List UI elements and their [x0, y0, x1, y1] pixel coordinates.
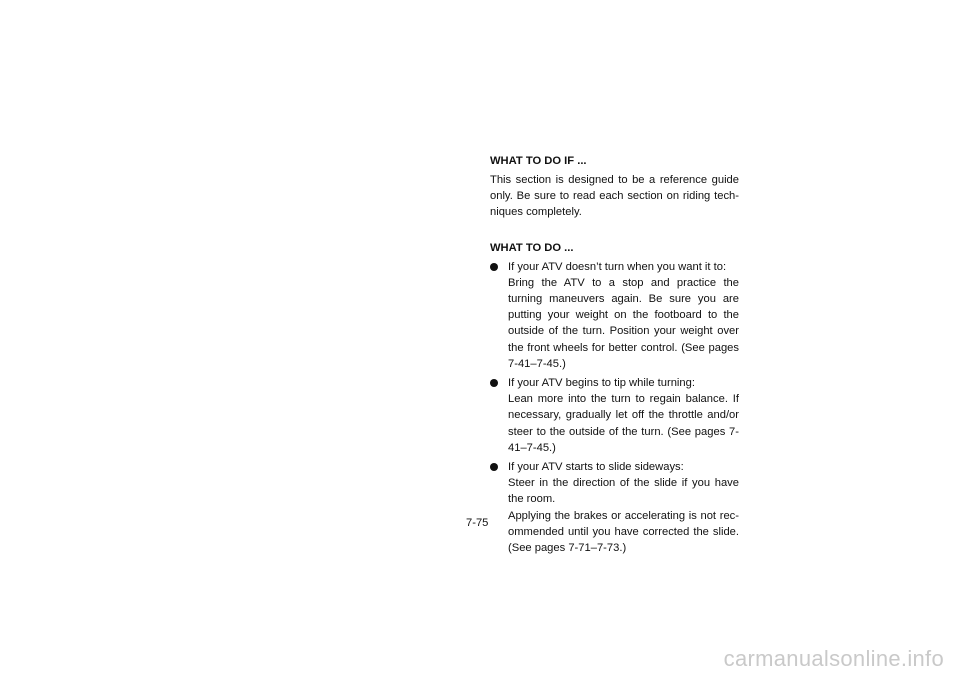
- section-heading-what-to-do-if: WHAT TO DO IF ...: [490, 155, 587, 167]
- watermark: carmanualsonline.info: [723, 646, 944, 671]
- list-item: [490, 459, 739, 556]
- list-item-title: If your ATV doesn’t turn when you want it to:: [508, 260, 727, 273]
- list-item-body: Bring the ATV to a stop and practice the turning maneuvers again. Be sure you are putting your weight on the footboard to the outside of the turn. Position your weight over the front wheels for better control. (See pages 7-41–7-45.): [508, 276, 739, 370]
- list-item-body: Steer in the direction of the slide if you have the room.: [508, 477, 739, 506]
- list-item-title: If your ATV starts to slide sideways:: [508, 461, 684, 474]
- bullet-icon: [490, 463, 498, 471]
- list-item-body-continued: Applying the brakes or accelerating is not rec-ommended until you have corrected the slide. (See pages 7-71–7-73.): [508, 509, 739, 555]
- list-item-title: If your ATV begins to tip while turning:: [508, 377, 695, 390]
- list-item: [490, 259, 739, 372]
- list-item-body: Lean more into the turn to regain balance. If necessary, gradually let off the throttle and/or steer to the outside of the turn. (See pages 7-41–7-45.): [508, 393, 739, 454]
- page-number: 7-75: [466, 517, 489, 529]
- page-content: [490, 150, 739, 559]
- bullet-list: [490, 259, 739, 557]
- section-spacer: [490, 221, 739, 237]
- bullet-icon: [490, 379, 498, 387]
- bullet-icon: [490, 263, 498, 271]
- section-heading-what-to-do: WHAT TO DO ...: [490, 241, 574, 254]
- list-item: [490, 375, 739, 456]
- intro-paragraph: This section is designed to be a reference guide only. Be sure to read each section on riding tech-niques completely.: [490, 174, 739, 219]
